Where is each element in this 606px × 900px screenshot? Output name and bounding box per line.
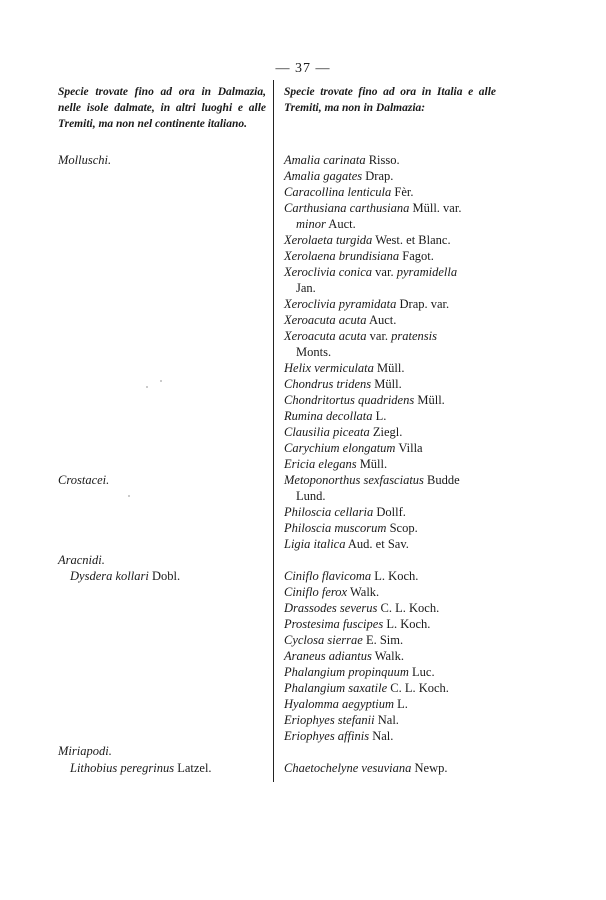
species-author: Aud. et Sav. [345,537,409,551]
species-name: Lithobius peregrinus [70,761,175,775]
species-entry [284,600,439,616]
species-entry [284,584,379,600]
left-column [58,84,266,775]
species-entry-continuation [296,216,356,232]
species-author: Drap. [362,169,394,183]
species-entry [284,184,414,200]
species-entry [284,440,423,456]
species-author: L. Koch. [383,617,431,631]
species-author: Auct. [366,313,397,327]
page-number: — 37 — [275,61,331,76]
species-entry [284,472,460,488]
species-name: Chaetochelyne vesuviana [284,761,412,775]
column-divider [273,80,274,782]
species-author: L. Koch. [371,569,419,583]
species-name: Amalia gagates [284,169,363,183]
species-name: Phalangium saxatile [284,681,388,695]
species-author: Dobl. [148,569,181,583]
species-entry [284,520,418,536]
species-entry [284,568,418,584]
species-entry [284,456,387,472]
species-author: C. L. Koch. [387,681,449,695]
species-author: Walk. [347,585,380,599]
species-name: Chondritortus quadridens [284,393,415,407]
species-name: Caracollina lenticula [284,185,392,199]
species-name: minor [296,217,326,231]
species-author: Auct. [325,217,356,231]
right-column-heading: Specie trovate fino ad ora in Italia e alle Tremiti, ma non in Dalmazia: [284,86,496,114]
species-author: L. [372,409,387,423]
species-entry [284,328,437,344]
right-column [284,84,496,775]
species-name: Xeroacuta acuta [284,313,367,327]
species-entry [284,712,399,728]
species-name: Clausilia piceata [284,425,370,439]
species-entry [70,760,212,776]
species-name: Hyalomma aegyptium [284,697,395,711]
scan-speck [146,386,148,388]
species-entry [284,392,445,408]
species-entry [284,168,393,184]
species-name: Xerolaena brundisiana [284,249,400,263]
species-variety-label: var. [372,265,397,279]
species-author: Müll. [373,361,405,375]
species-author: Fagot. [399,249,434,263]
species-author: Newp. [411,761,448,775]
species-name: Cyclosa sierrae [284,633,363,647]
species-author: Müll. var. [409,201,462,215]
species-variety-name: pyramidella [396,265,458,279]
species-entry [284,696,408,712]
species-name: Philoscia cellaria [284,505,374,519]
species-entry-continuation [296,344,331,360]
species-author: Nal. [374,713,399,727]
species-entry [284,376,402,392]
species-author: Luc. [408,665,435,679]
species-author: Scop. [386,521,418,535]
species-entry [284,296,449,312]
species-name: Helix vermiculata [284,361,374,375]
species-name: Eriophyes affinis [284,729,370,743]
species-author: Drap. var. [396,297,450,311]
species-name: Rumina decollata [284,409,373,423]
species-name: Xeroclivia pyramidata [284,297,397,311]
species-author: Latzel. [174,761,212,775]
species-author: Müll. [371,377,402,391]
scan-speck [160,380,162,382]
species-name: Prostesima fuscipes [284,617,384,631]
species-entry [284,648,404,664]
species-entry [284,248,434,264]
species-author: Nal. [369,729,394,743]
species-name: Amalia carinata [284,153,366,167]
species-author: C. L. Koch. [377,601,440,615]
species-entry [284,312,396,328]
scan-speck [128,495,130,497]
species-name: Xeroclivia conica [284,265,373,279]
species-name: Xerolaeta turgida [284,233,373,247]
species-name: Philoscia muscorum [284,521,387,535]
species-entry-continuation [296,280,316,296]
group-label-aracnidi: Aracnidi. [58,553,105,567]
species-name: Ciniflo ferox [284,585,348,599]
species-entry [284,152,400,168]
species-entry [284,504,406,520]
species-author: Budde [423,473,460,487]
species-name: Xeroacuta acuta [284,329,367,343]
species-entry [284,424,402,440]
species-name: Eriophyes stefanii [284,713,375,727]
species-entry [70,568,180,584]
species-name: Dysdera kollari [70,569,149,583]
species-entry [284,664,435,680]
species-author: Villa [395,441,423,455]
species-entry [284,536,409,552]
species-author: Ziegl. [369,425,403,439]
group-label-crostacei: Crostacei. [58,473,110,487]
species-author: West. et Blanc. [372,233,451,247]
species-variety-label: var. [366,329,392,343]
species-author: Müll. [356,457,388,471]
species-author: Risso. [365,153,400,167]
species-name: Drassodes severus [284,601,378,615]
species-name: Carthusiana carthusiana [284,201,410,215]
left-column-heading: Specie trovate fino ad ora in Dalmazia, nelle isole dalmate, in altri luoghi e alle Tremiti, ma non nel continente italiano. [58,86,266,130]
species-entry-continuation [296,488,326,504]
species-author: Fèr. [391,185,414,199]
species-author: Monts. [296,345,332,359]
species-entry [284,264,457,280]
species-author: L. [394,697,408,711]
species-entry [284,680,449,696]
species-variety-name: pratensis [391,329,438,343]
species-name: Phalangium propinquum [284,665,409,679]
species-entry [284,360,404,376]
species-entry [284,760,448,776]
species-entry [284,728,393,744]
species-name: Ligia italica [284,537,346,551]
species-entry [284,232,451,248]
species-entry [284,616,430,632]
species-name: Araneus adiantus [284,649,372,663]
species-author: Lund. [296,489,326,503]
species-name: Carychium elongatum [284,441,396,455]
group-label-molluschi: Molluschi. [58,153,112,167]
species-entry [284,408,386,424]
group-label-miriapodi: Miriapodi. [58,744,112,758]
species-author: Jan. [296,281,316,295]
species-author: E. Sim. [362,633,404,647]
species-author: Müll. [414,393,445,407]
species-entry [284,200,461,216]
species-author: Dollf. [373,505,406,519]
species-entry [284,632,403,648]
species-name: Ciniflo flavicoma [284,569,372,583]
species-author: Walk. [371,649,404,663]
species-name: Ericia elegans [284,457,357,471]
species-name: Metoponorthus sexfasciatus [284,473,424,487]
species-name: Chondrus tridens [284,377,372,391]
